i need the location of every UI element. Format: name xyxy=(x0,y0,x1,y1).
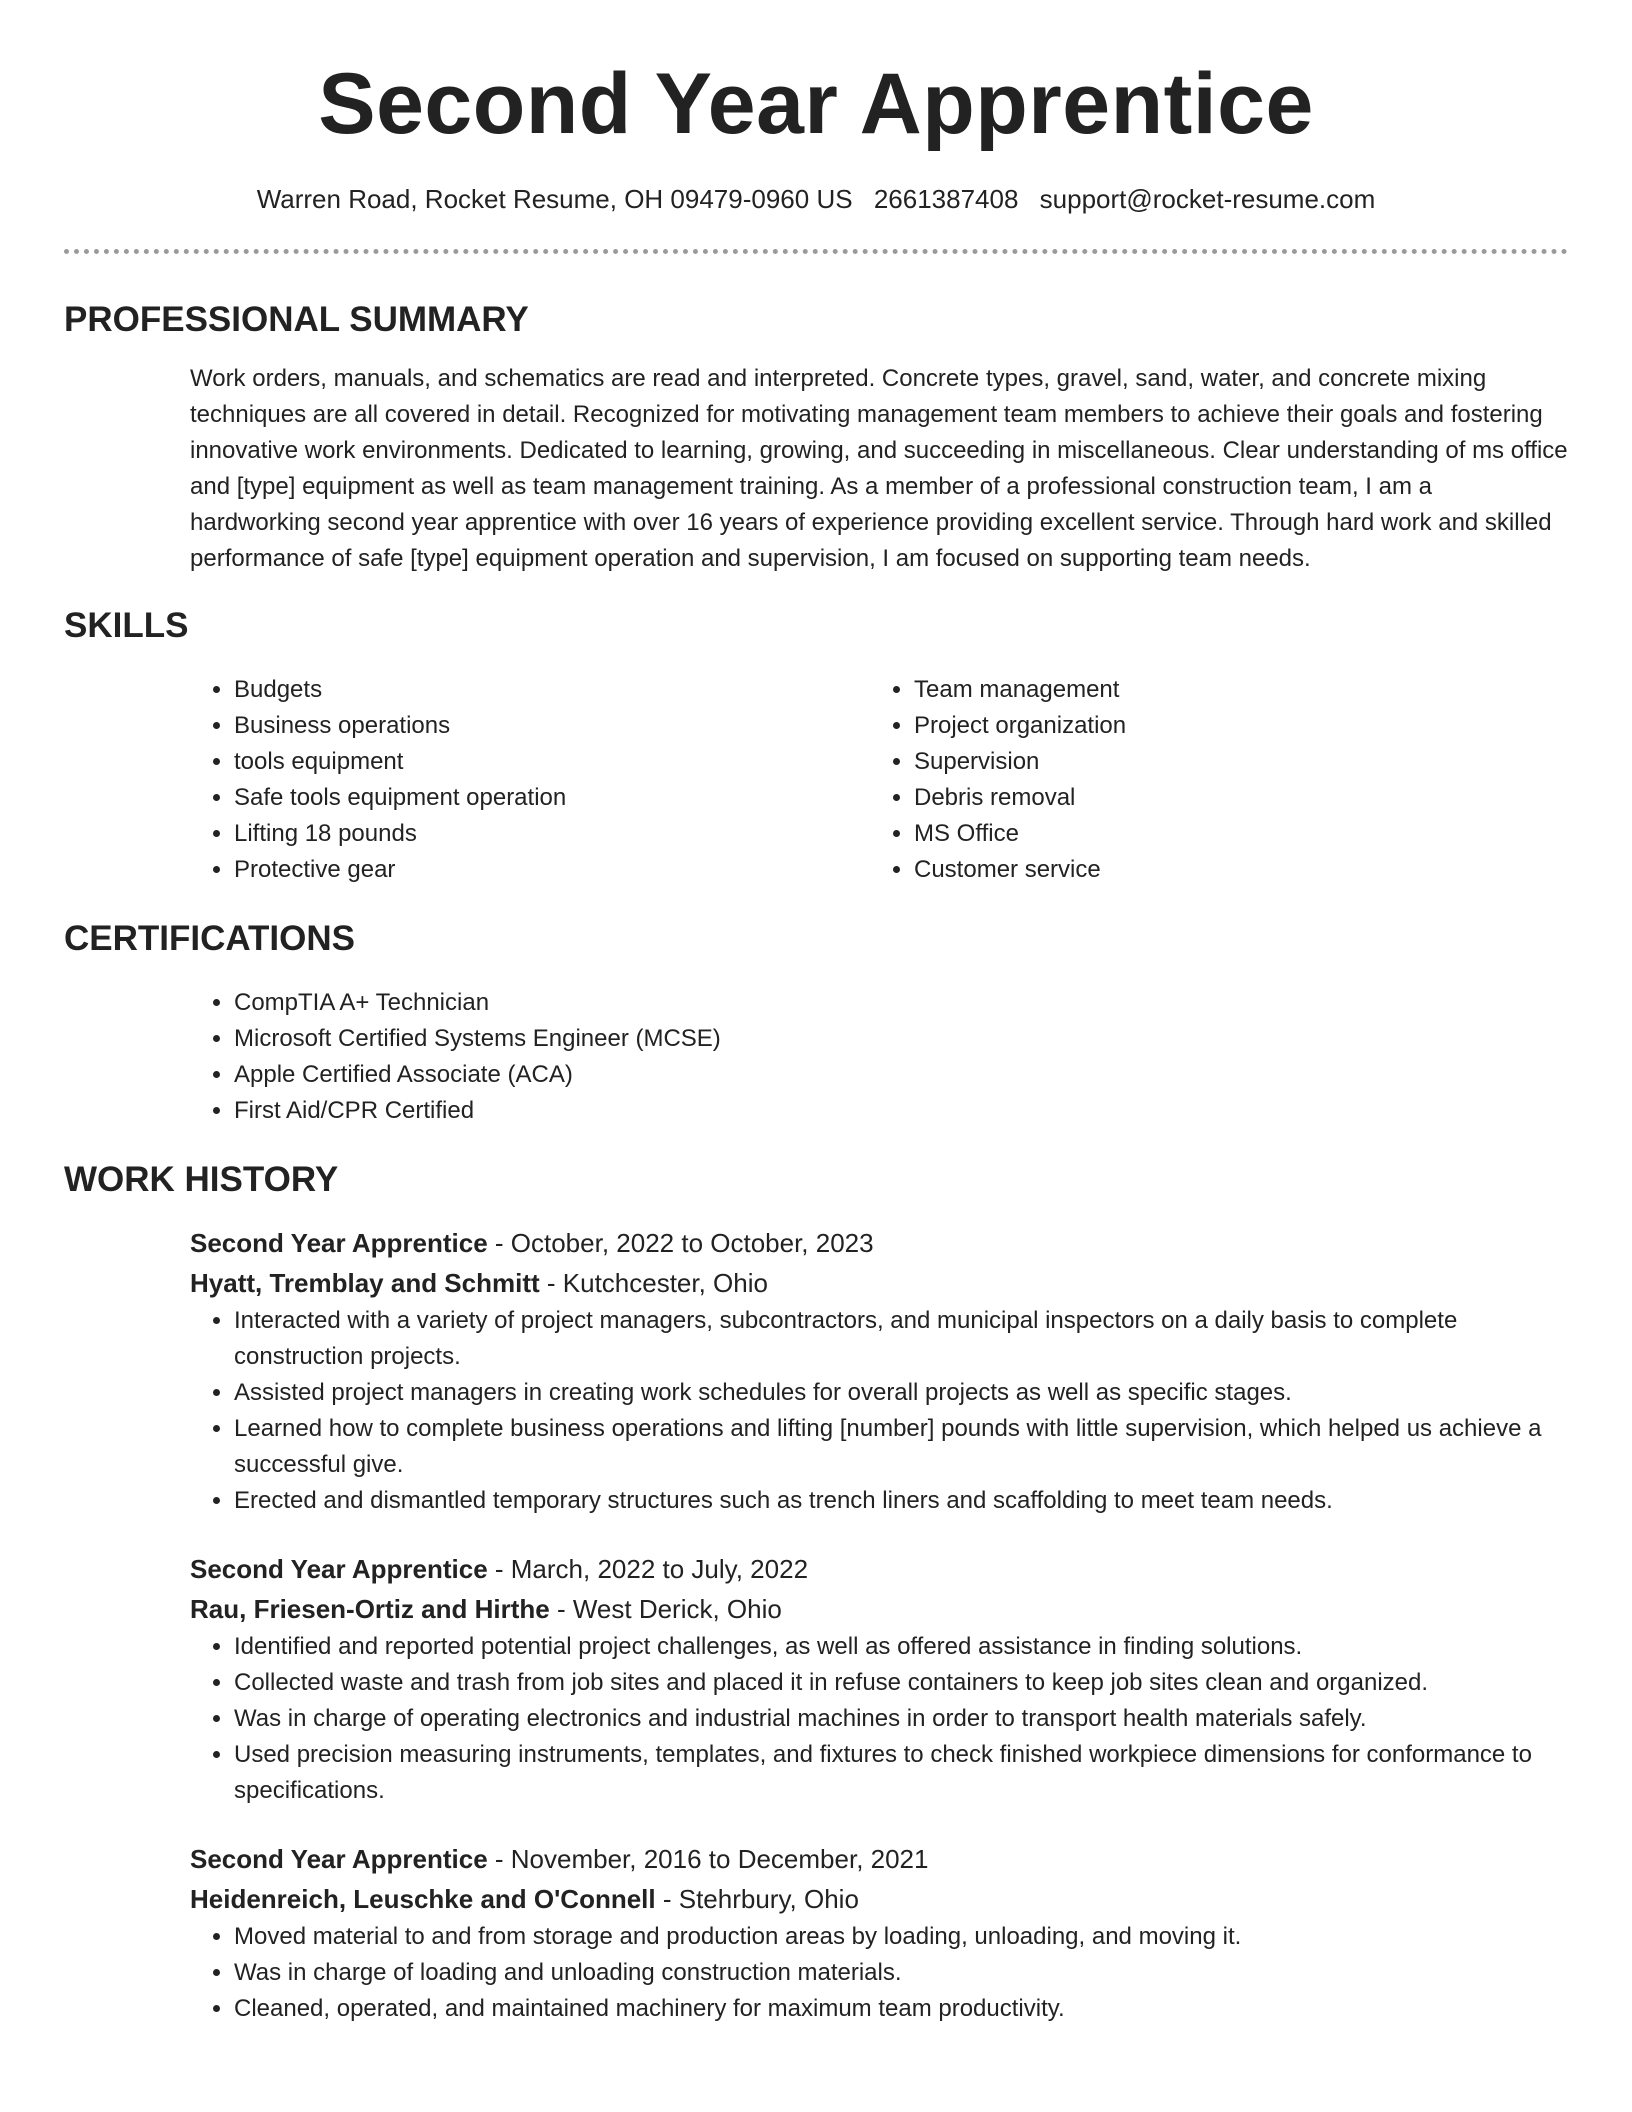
contact-phone: 2661387408 xyxy=(873,184,1019,214)
summary-section xyxy=(64,299,1568,577)
job-company-line xyxy=(190,1263,1568,1303)
job-location: - Stehrbury, Ohio xyxy=(655,1884,859,1914)
skill-item: • Project organization xyxy=(914,708,1550,744)
skill-item: • Business operations xyxy=(234,708,870,744)
skill-item: • Safe tools equipment operation xyxy=(234,780,870,816)
work-history-heading: WORK HISTORY xyxy=(64,1160,339,1199)
job-company: Hyatt, Tremblay and Schmitt xyxy=(190,1268,540,1298)
job-location: - West Derick, Ohio xyxy=(549,1594,782,1624)
skills-list-right xyxy=(870,672,1550,888)
job-duty: • Assisted project managers in creating work schedules for overall projects as well as specific stages. xyxy=(234,1375,1568,1411)
job-company: Heidenreich, Leuschke and O'Connell xyxy=(190,1884,656,1914)
job-title-line xyxy=(190,1839,1568,1879)
certifications-heading: CERTIFICATIONS xyxy=(64,919,356,958)
skills-columns xyxy=(190,672,1568,888)
job-duty: • Was in charge of operating electronics and industrial machines in order to transport health materials safely. xyxy=(234,1701,1568,1737)
contact-line xyxy=(64,182,1568,216)
certification-item: • First Aid/CPR Certified xyxy=(234,1093,1568,1129)
skills-heading: SKILLS xyxy=(64,606,189,645)
job-title-line xyxy=(190,1223,1568,1263)
job-entry-2 xyxy=(190,1549,1568,1809)
resume-name: Second Year Apprentice xyxy=(318,56,1314,152)
job-company: Rau, Friesen-Ortiz and Hirthe xyxy=(190,1594,550,1624)
job-company-line xyxy=(190,1589,1568,1629)
job-dates: - October, 2022 to October, 2023 xyxy=(487,1228,874,1258)
job-company-line xyxy=(190,1879,1568,1919)
job-role: Second Year Apprentice xyxy=(190,1554,488,1584)
contact-address: Warren Road, Rocket Resume, OH 09479-0960 US xyxy=(256,184,853,214)
skills-column-left xyxy=(190,672,870,888)
job-title-line xyxy=(190,1549,1568,1589)
work-history-section xyxy=(64,1159,1568,2027)
skill-item: • Debris removal xyxy=(914,780,1550,816)
certifications-wrap xyxy=(190,985,1568,1129)
job-duty: • Cleaned, operated, and maintained machinery for maximum team productivity. xyxy=(234,1991,1568,2027)
certifications-list xyxy=(190,985,1568,1129)
job-role: Second Year Apprentice xyxy=(190,1228,488,1258)
job-duty: • Erected and dismantled temporary structures such as trench liners and scaffolding to meet team needs. xyxy=(234,1483,1568,1519)
summary-text: Work orders, manuals, and schematics are read and interpreted. Concrete types, gravel, sand, water, and concrete mixing techniques are all covered in detail. Recognized for motivating management team members to achieve their goals and fostering innovative work environments. Dedicated to learning, growing, and succeeding in miscellaneous. Clear understanding of ms office and [type] equipment as well as team management training. As a member of a professional construction team, I am a hardworking second year apprentice with over 16 years of experience providing excellent service. Through hard work and skilled performance of safe [type] equipment operation and supervision, I am focused on supporting team needs. xyxy=(190,365,1568,572)
job-duty: • Was in charge of loading and unloading construction materials. xyxy=(234,1955,1568,1991)
contact-email: support@rocket-resume.com xyxy=(1039,184,1376,214)
skills-list-left xyxy=(190,672,870,888)
job-dates: - March, 2022 to July, 2022 xyxy=(487,1554,809,1584)
job-duties-list xyxy=(190,1303,1568,1519)
job-role: Second Year Apprentice xyxy=(190,1844,488,1874)
job-entry-1 xyxy=(190,1223,1568,1519)
job-duty: • Identified and reported potential project challenges, as well as offered assistance in finding solutions. xyxy=(234,1629,1568,1665)
skill-item: • Customer service xyxy=(914,852,1550,888)
job-duty: • Used precision measuring instruments, templates, and fixtures to check finished workpiece dimensions for conformance to specifications. xyxy=(234,1737,1568,1809)
job-dates: - November, 2016 to December, 2021 xyxy=(487,1844,929,1874)
job-duty: • Learned how to complete business operations and lifting [number] pounds with little supervision, which helped us achieve a successful give. xyxy=(234,1411,1568,1483)
job-duties-list xyxy=(190,1629,1568,1809)
header-divider xyxy=(64,249,1568,254)
skill-item: • tools equipment xyxy=(234,744,870,780)
skills-column-right xyxy=(870,672,1550,888)
skill-item: • Budgets xyxy=(234,672,870,708)
job-duties-list xyxy=(190,1919,1568,2027)
job-duty: • Interacted with a variety of project managers, subcontractors, and municipal inspectors on a daily basis to complete construction projects. xyxy=(234,1303,1568,1375)
summary-heading: PROFESSIONAL SUMMARY xyxy=(64,300,529,339)
skill-item: • Supervision xyxy=(914,744,1550,780)
job-entry-3 xyxy=(190,1839,1568,2027)
skill-item: • Lifting 18 pounds xyxy=(234,816,870,852)
skill-item: • Team management xyxy=(914,672,1550,708)
skill-item: • Protective gear xyxy=(234,852,870,888)
skill-item: • MS Office xyxy=(914,816,1550,852)
job-location: - Kutchcester, Ohio xyxy=(539,1268,768,1298)
certifications-section xyxy=(64,918,1568,1129)
skills-section xyxy=(64,605,1568,888)
certification-item: • CompTIA A+ Technician xyxy=(234,985,1568,1021)
job-duty: • Moved material to and from storage and production areas by loading, unloading, and moving it. xyxy=(234,1919,1568,1955)
certification-item: • Apple Certified Associate (ACA) xyxy=(234,1057,1568,1093)
job-duty: • Collected waste and trash from job sites and placed it in refuse containers to keep job sites clean and organized. xyxy=(234,1665,1568,1701)
certification-item: • Microsoft Certified Systems Engineer (MCSE) xyxy=(234,1021,1568,1057)
